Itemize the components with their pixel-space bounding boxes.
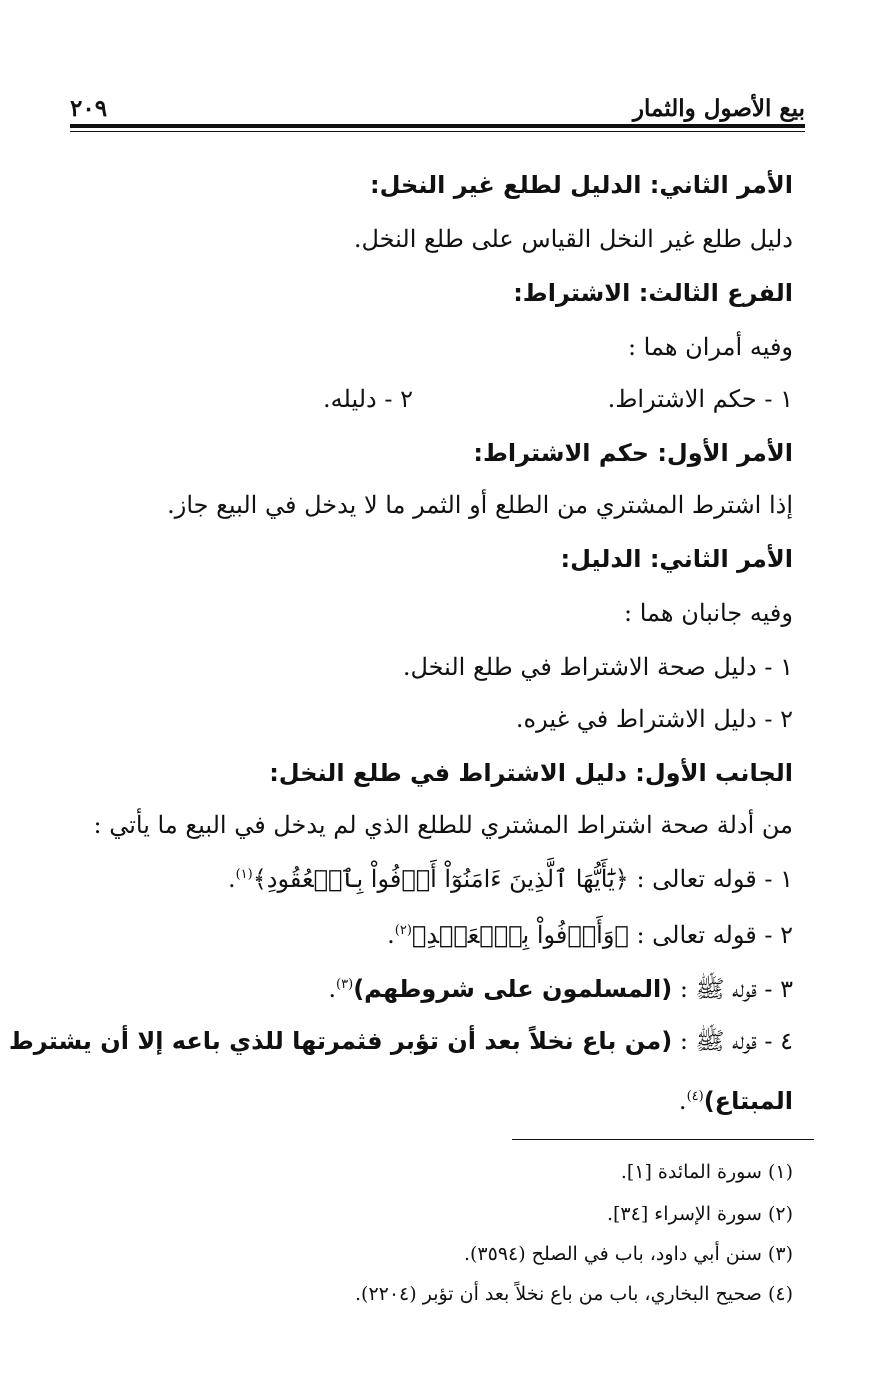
chapter-title: بيع الأصول والثمار (632, 95, 805, 122)
evidence-item: ٣ - قوله ﷺ : (المسلمون على شروطهم)$^{(٣)}$. (328, 975, 793, 1003)
evidence-prefix: ٢ - قوله تعالى : (628, 921, 793, 949)
section-heading: الأمر الأول: حكم الاشتراط: (473, 439, 793, 467)
quran-quote: ﴿وَأَوۡفُواْ بِٱلۡعَهۡدِ﴾ (411, 921, 629, 949)
paragraph: وفيه جانبان هما : (624, 599, 793, 627)
section-heading: الأمر الثاني: الدليل: (560, 545, 793, 573)
footnote-ref: (٣) (336, 977, 354, 992)
list-item: ١ - دليل صحة الاشتراط في طلع النخل. (402, 653, 793, 681)
footnote-ref: (١) (235, 867, 253, 882)
page-number: ٢٠٩ (70, 95, 108, 122)
hadith-quote-end: المبتاع) (703, 1087, 793, 1115)
list-item: ٢ - دليله. (323, 385, 413, 413)
footnote-ref: (٤) (686, 1089, 704, 1104)
paragraph: إذا اشترط المشتري من الطلع أو الثمر ما لا يدخل في البيع جاز. (167, 491, 793, 519)
header-rule-thick (70, 124, 805, 128)
section-heading: الجانب الأول: دليل الاشتراط في طلع النخل: (269, 759, 793, 787)
list-item: ٢ - دليل الاشتراط في غيره. (515, 705, 793, 733)
list-row (70, 382, 793, 416)
footnote-ref: (٢) (394, 923, 412, 938)
header-rule-thin (70, 131, 805, 132)
evidence-item: ٢ - قوله تعالى : ﴿وَأَوۡفُواْ بِٱلۡعَهۡدِ﴾$^{(٢)}$. (387, 921, 793, 949)
paragraph: وفيه أمران هما : (627, 333, 793, 361)
evidence-item (8, 1024, 793, 1058)
list-item: ١ - حكم الاشتراط. (607, 385, 793, 413)
hadith-quote: (من باع نخلاً بعد أن تؤبر فثمرتها للذي باعه إلا أن يشترط (8, 1027, 673, 1055)
footnote: (٤) صحيح البخاري، باب من باع نخلاً بعد أن تؤبر (٢٢٠٤). (354, 1283, 793, 1305)
evidence-item: ١ - قوله تعالى : ﴿يَٰٓأَيُّهَا ٱلَّذِينَ ءَامَنُوٓاْ أَوۡفُواْ بِٱلۡعُقُودِ﴾$^{(١)}$. (227, 865, 793, 893)
footnote: (١) سورة المائدة [١]. (620, 1161, 793, 1183)
evidence-prefix: ٣ - قوله ﷺ : (672, 975, 793, 1003)
running-header (70, 92, 805, 122)
evidence-prefix: ١ - قوله تعالى : (628, 865, 793, 893)
paragraph: من أدلة صحة اشتراط المشتري للطلع الذي لم يدخل في البيع ما يأتي : (93, 811, 793, 839)
quran-quote: ﴿يَٰٓأَيُّهَا ٱلَّذِينَ ءَامَنُوٓاْ أَوۡفُواْ بِٱلۡعُقُودِ﴾ (252, 865, 629, 893)
paragraph: دليل طلع غير النخل القياس على طلع النخل. (353, 225, 793, 253)
footnote: (٣) سنن أبي داود، باب في الصلح (٣٥٩٤). (463, 1243, 793, 1265)
evidence-prefix: ٤ - قوله ﷺ : (672, 1027, 793, 1055)
footnote: (٢) سورة الإسراء [٣٤]. (606, 1203, 793, 1225)
hadith-quote: (المسلمون على شروطهم) (353, 975, 673, 1003)
section-heading: الفرع الثالث: الاشتراط: (513, 279, 793, 307)
evidence-continuation: المبتاع)$^{(٤)}$. (678, 1087, 793, 1115)
footnote-separator (512, 1139, 814, 1140)
section-heading: الأمر الثاني: الدليل لطلع غير النخل: (370, 171, 793, 199)
